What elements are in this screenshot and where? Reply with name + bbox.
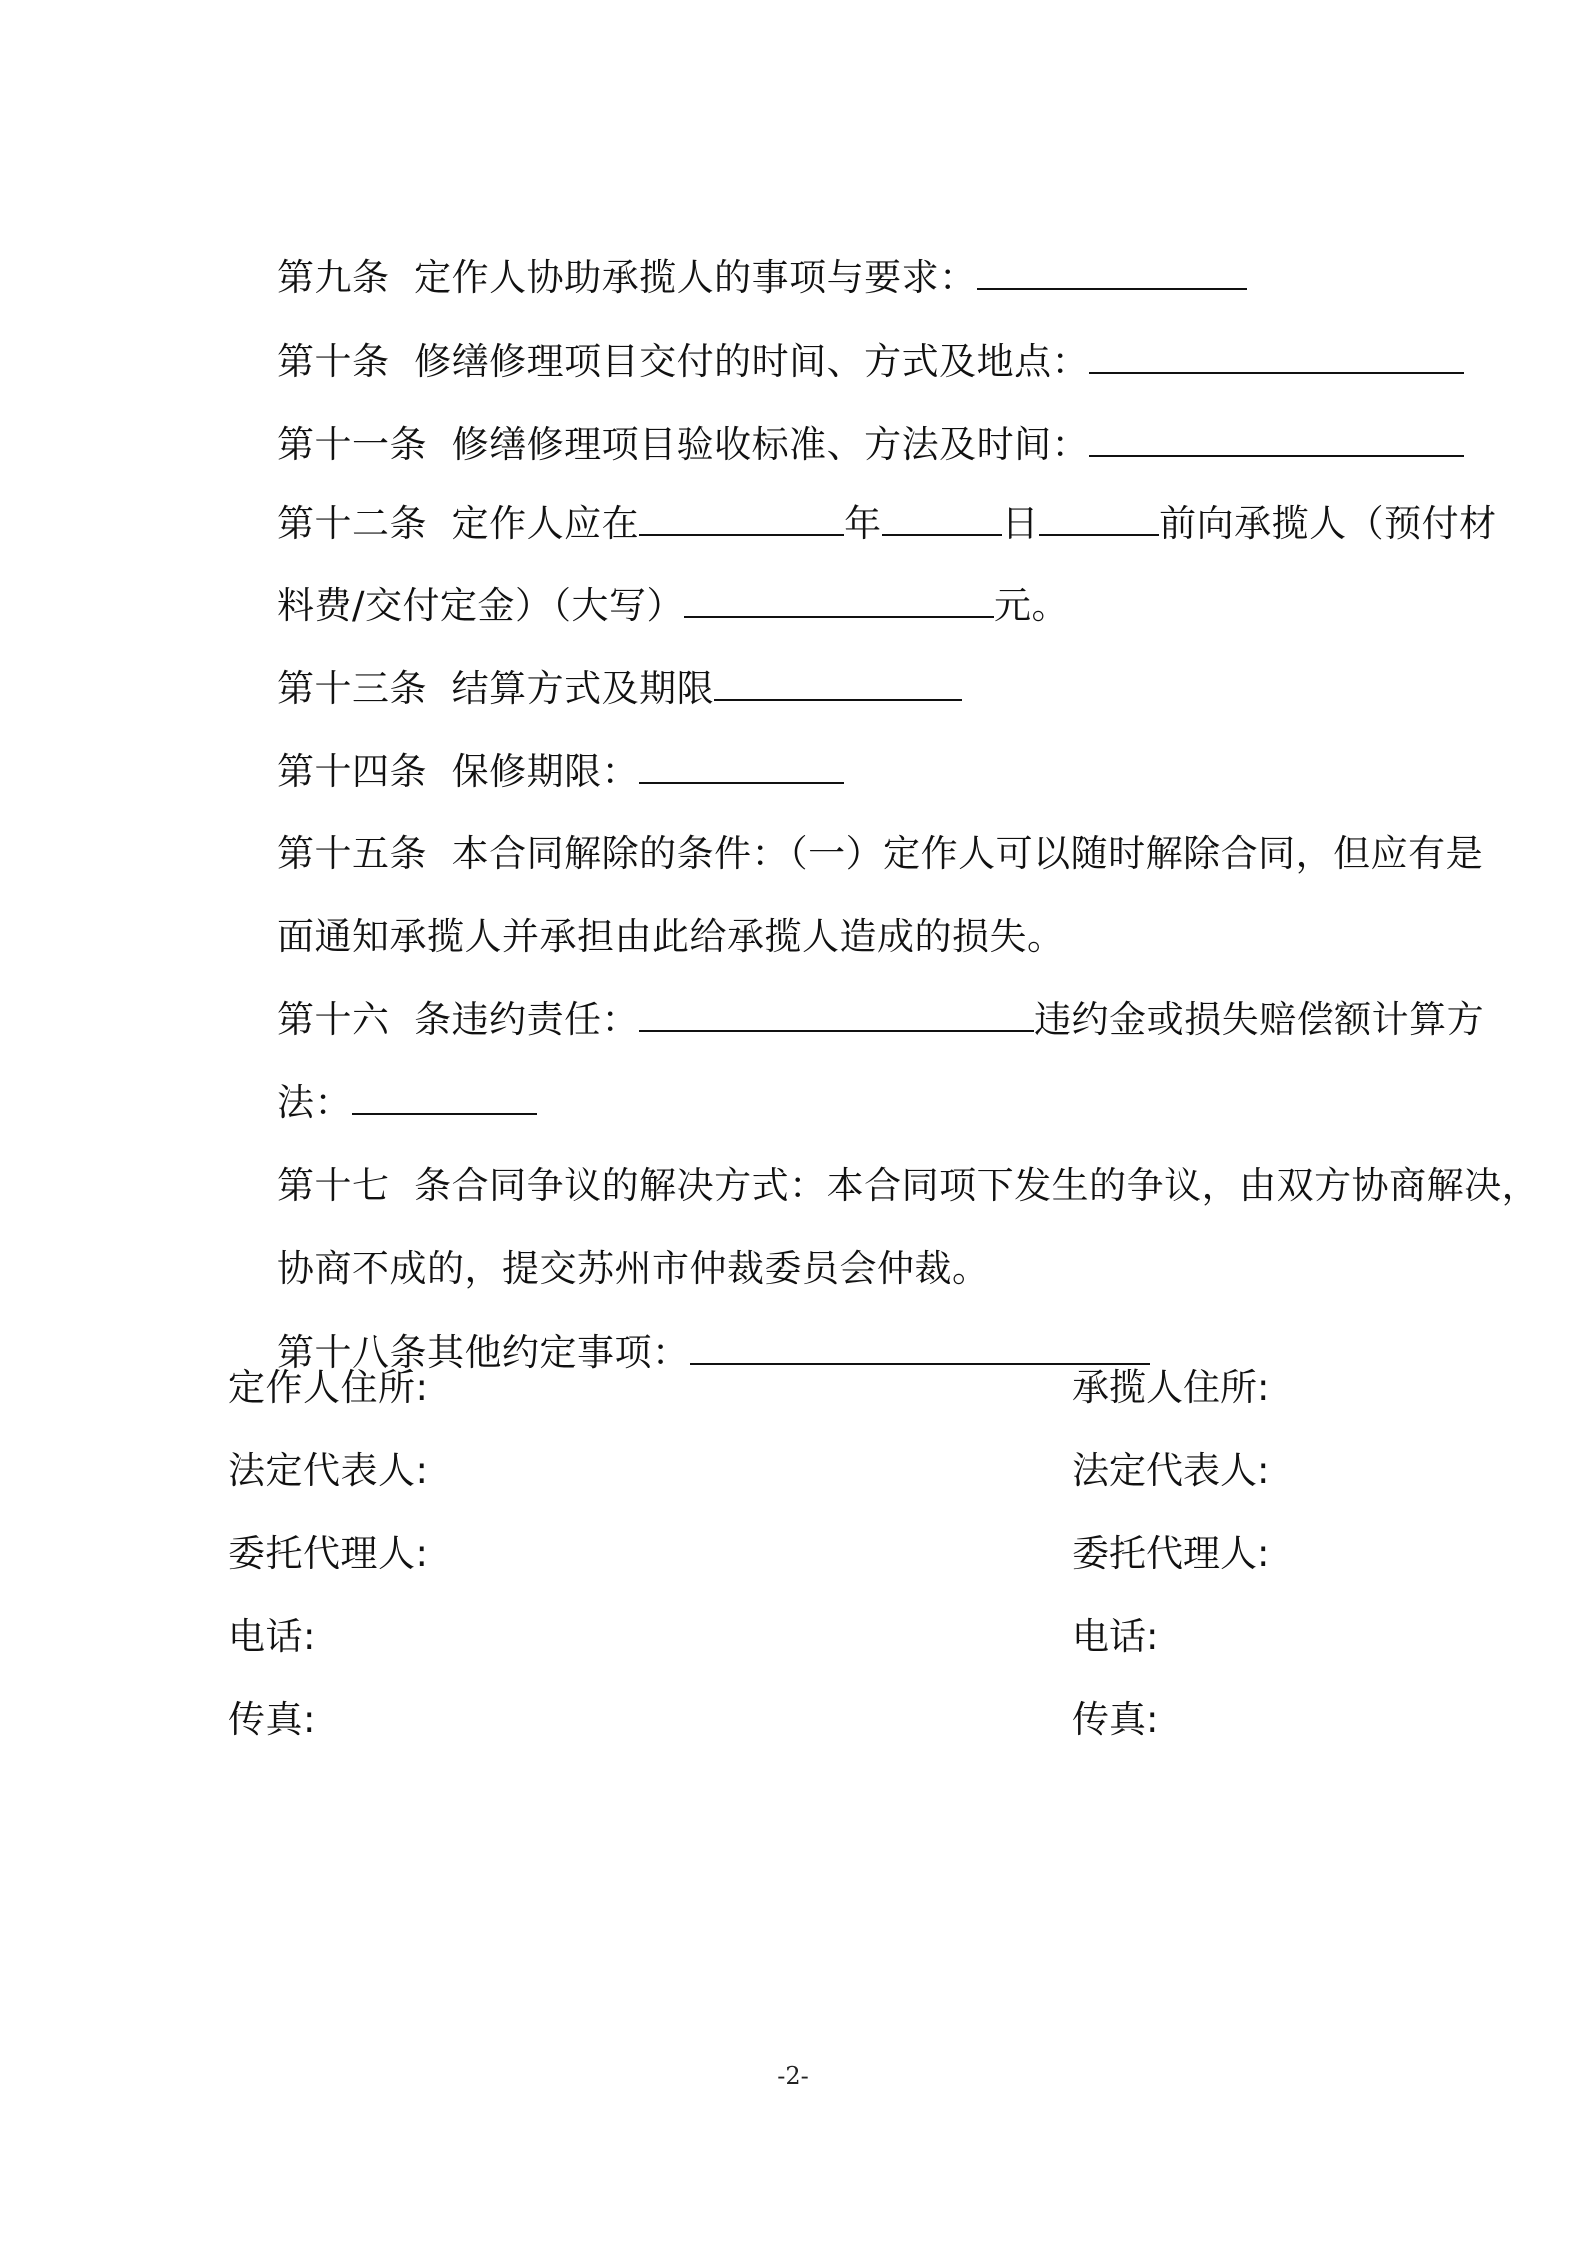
article-12-month-blank[interactable] — [882, 504, 1002, 536]
article-14-label: 第十四条 — [277, 750, 428, 793]
article-17-label: 第十七 — [277, 1164, 390, 1207]
article-15-text-a: 本合同解除的条件：（一）定作人可以随时解除合同，但应有是 — [451, 832, 1484, 875]
article-16-method-blank[interactable] — [352, 1083, 537, 1115]
article-13-label: 第十三条 — [277, 667, 428, 710]
page-number: -2- — [777, 2062, 809, 2090]
article-12-amount-blank[interactable] — [684, 586, 994, 618]
article-10-label: 第十条 — [277, 340, 390, 383]
article-16-text-a: 条违约责任： — [414, 998, 640, 1041]
article-18-text: 第十八条其他约定事项： — [277, 1331, 690, 1374]
right-party-address: 承揽人住所: — [1072, 1366, 1270, 1409]
right-party-agent: 委托代理人: — [1072, 1532, 1270, 1575]
article-12-label: 第十二条 — [277, 502, 428, 545]
left-party-agent: 委托代理人: — [228, 1532, 429, 1575]
article-10-blank[interactable] — [1089, 342, 1464, 374]
article-10-text: 修缮修理项目交付的时间、方式及地点： — [414, 340, 1090, 383]
article-9-label: 第九条 — [277, 256, 390, 299]
article-12-year: 年 — [844, 502, 882, 545]
article-12-text-a: 定作人应在 — [451, 502, 640, 545]
article-11-label: 第十一条 — [277, 423, 428, 466]
left-party-fax: 传真: — [228, 1698, 316, 1741]
left-party-phone: 电话: — [228, 1615, 316, 1658]
article-12-year-blank[interactable] — [639, 504, 844, 536]
left-party-representative: 法定代表人: — [228, 1449, 429, 1492]
article-9-blank[interactable] — [977, 258, 1247, 290]
left-party-address: 定作人住所: — [228, 1366, 429, 1409]
article-16-label: 第十六 — [277, 998, 390, 1041]
article-14-blank[interactable] — [639, 752, 844, 784]
article-16-blank[interactable] — [639, 1000, 1034, 1032]
right-party-fax: 传真: — [1072, 1698, 1159, 1741]
article-12-text-c: 料费/交付定金）（大写） — [277, 584, 685, 627]
article-13-text: 结算方式及期限 — [451, 667, 715, 710]
article-9-text: 定作人协助承揽人的事项与要求： — [414, 256, 977, 299]
article-15-label: 第十五条 — [277, 832, 428, 875]
article-12-currency: 元。 — [994, 584, 1070, 627]
article-16-text-b: 违约金或损失赔偿额计算方 — [1034, 998, 1485, 1041]
article-11-text: 修缮修理项目验收标准、方法及时间： — [451, 423, 1090, 466]
article-12-day: 日 — [1001, 502, 1040, 545]
article-14-text: 保修期限： — [451, 750, 640, 793]
article-15-text-b: 面通知承揽人并承担由此给承揽人造成的损失。 — [277, 915, 1065, 958]
right-party-phone: 电话: — [1072, 1615, 1159, 1658]
article-16-text-c: 法： — [277, 1081, 353, 1124]
article-17-text-a: 条合同争议的解决方式：本合同项下发生的争议，由双方协商解决， — [414, 1164, 1540, 1207]
right-party-representative: 法定代表人: — [1072, 1449, 1270, 1492]
article-12-day-blank[interactable] — [1039, 504, 1159, 536]
article-12-text-b: 前向承揽人（预付材 — [1159, 502, 1497, 545]
article-17-text-b: 协商不成的，提交苏州市仲裁委员会仲裁。 — [277, 1247, 990, 1290]
article-13-blank[interactable] — [714, 669, 962, 701]
article-18-blank[interactable] — [690, 1333, 1150, 1365]
